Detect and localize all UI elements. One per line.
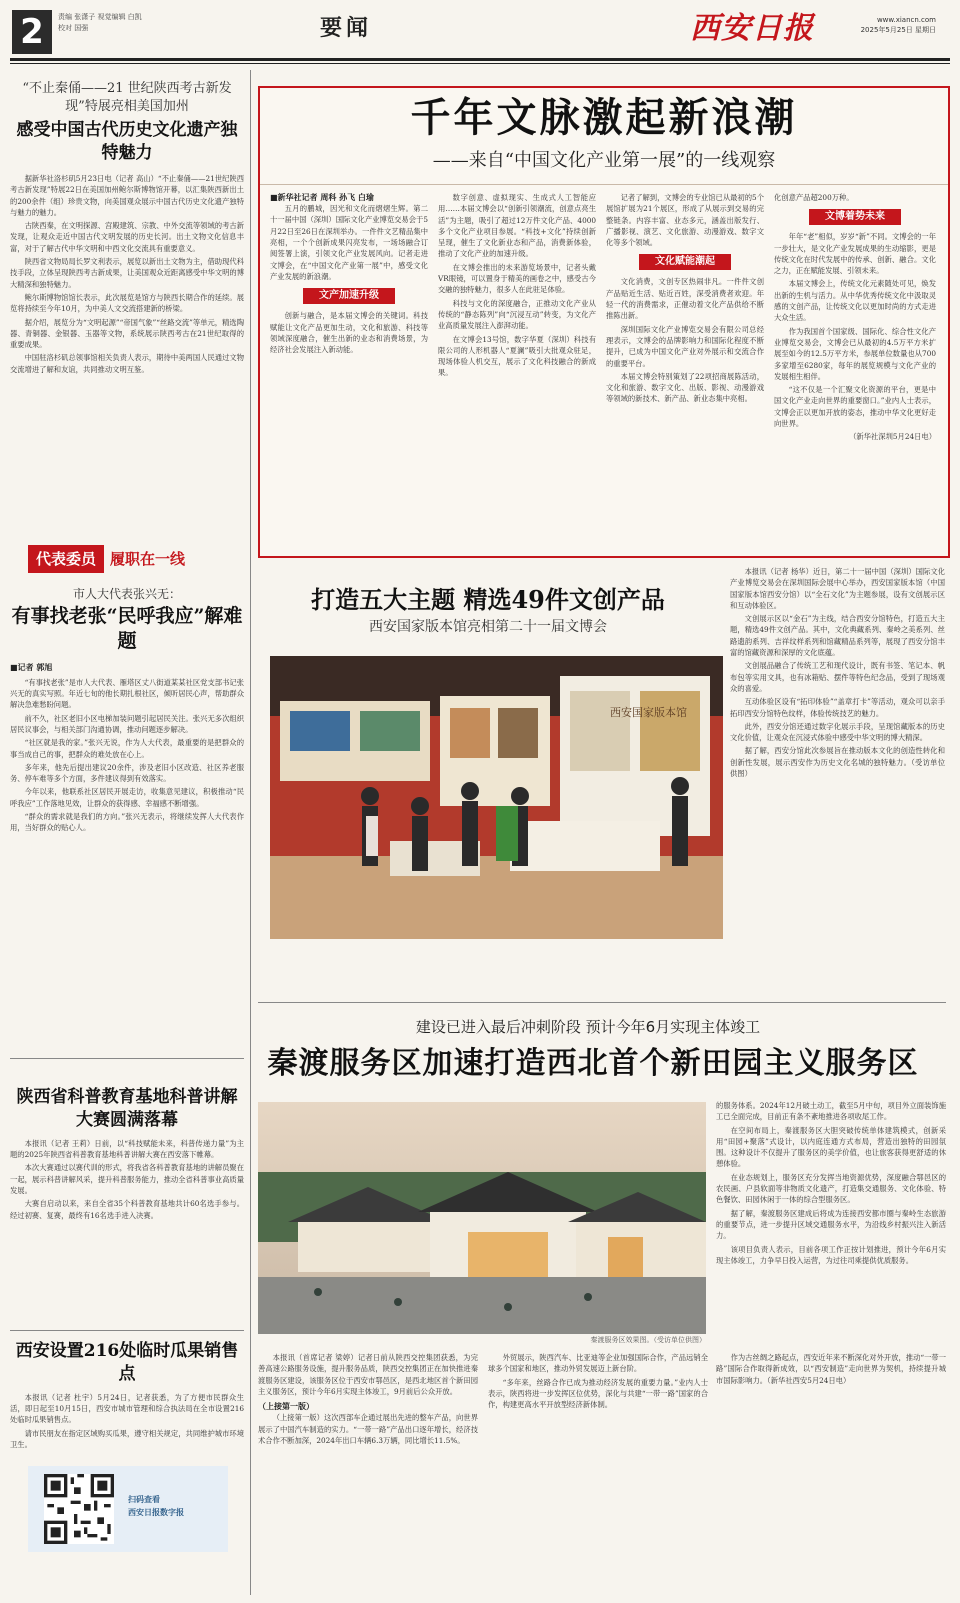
story-paragraph: 本报讯（记者 王莉）日前，以“科技赋能未来，科普传递力量”为主题的2025年陕西省科普教育基地科普讲解大赛在西安落下帷幕。 bbox=[10, 1138, 244, 1160]
story-paragraph: 据介绍，展览分为“文明起源”“帝国气象”“丝路交流”等单元，精选陶器、青铜器、金银器、玉器等文物，系统展示陕西考古在21世纪取得的重要成果。 bbox=[10, 317, 244, 350]
expo-paragraph: 文创展品融合了传统工艺和现代设计，既有书签、笔记本、帆布包等实用文具，也有冰箱贴、摆件等特色纪念品，受到了现场观众的喜爱。 bbox=[730, 661, 945, 693]
expo-booth-illustration bbox=[270, 656, 723, 939]
story-paragraph: 鲍尔斯博物馆馆长表示，此次展览是馆方与陕西长期合作的延续。展览将持续至今年10月，为中美人文交流搭建新的桥梁。 bbox=[10, 292, 244, 314]
service-area-body-3 bbox=[716, 1352, 946, 1592]
expo-paragraph: 据了解，西安分馆此次参展旨在推动版本文化的创造性转化和创新性发展，展示西安作为历史文化名城的独特魅力。（受访单位供图） bbox=[730, 746, 945, 779]
section-divider bbox=[258, 1002, 946, 1003]
service-paragraph: “多年来，丝路合作已成为推动经济发展的重要力量。”业内人士表示，陕西将进一步发挥区位优势，深化与共建“一带一路”国家的合作，构建更高水平开放型经济新体制。 bbox=[488, 1377, 708, 1410]
main-paragraph: 创新与融合，是本届文博会的关键词。科技赋能让文化产品更加生动，文化和旅游、科技等领域深度融合，催生出新的业态和消费场景，为经济社会发展注入新动能。 bbox=[270, 311, 428, 355]
story-kicker: “不止秦俑——21 世纪陕西考古新发现”特展亮相美国加州 bbox=[22, 81, 232, 114]
story-body bbox=[10, 1392, 244, 1458]
expo-paragraph: 本报讯（记者 杨华）近日，第二十一届中国（深圳）国际文化产业博览交易会在深圳国际会展中心举办，西安国家版本馆（中国国家版本馆西安分馆）以“全石文化”为主题参展，设有文创展示区和互动体验区。 bbox=[730, 567, 945, 610]
service-paragraph: 在业态规划上，服务区充分发挥当地资源优势，深度融合鄠邑区的农民画、户县软面等非物质文化遗产，打造集交通服务、文化体验、特色餐饮、田园休闲于一体的综合型服务区。 bbox=[716, 1172, 946, 1205]
main-column-4 bbox=[774, 192, 936, 547]
story-paragraph: “社区就是我的家。”张兴无说，作为人大代表，最重要的是把群众的事当成自己的事，把群众的难处放在心上。 bbox=[10, 738, 244, 759]
site-url[interactable]: www.xiancn.com bbox=[876, 16, 936, 24]
story-paragraph: 本报讯（记者 杜宇）5月24日，记者获悉，为了方便市民群众生活，即日起至10月15日，西安市城市管理和综合执法局在全市设置216处临时瓜果销售点。 bbox=[10, 1392, 244, 1425]
service-paragraph: 作为古丝绸之路起点，西安近年来不断深化对外开放，推动“一带一路”国际合作取得新成效，以“西安制造”走向世界为契机，持续提升城市国际影响力。（新华社西安5月24日电） bbox=[716, 1353, 946, 1385]
story-paragraph: 多年来，他先后提出建议20余件，涉及老旧小区改造、社区养老服务、停车难等多个方面，多件建议得到有效落实。 bbox=[10, 762, 244, 784]
story-paragraph: 请市民朋友在指定区域购买瓜果，遵守相关规定，共同维护城市环境卫生。 bbox=[10, 1428, 244, 1450]
banner-text: 履职在一线 bbox=[110, 550, 186, 568]
story-byline: ■记者 郭旭 bbox=[10, 662, 53, 672]
story-paragraph: 大赛自启动以来，来自全省35个科普教育基地共计60名选手参与。经过初赛、复赛，最终有16名选手进入决赛。 bbox=[10, 1199, 244, 1220]
subhead-future: 文博着势未来 bbox=[809, 209, 901, 225]
main-subtitle: ——来自“中国文化产业第一展”的一线观察 bbox=[432, 150, 776, 171]
qr-code-icon[interactable] bbox=[44, 1474, 114, 1544]
main-paragraph: 科技与文化的深度融合，正推动文化产业从传统的“静态陈列”向“沉浸互动”转变，为文化产业高质量发展注入澎湃动能。 bbox=[438, 298, 596, 331]
story-body bbox=[10, 1138, 244, 1314]
service-area-caption: 秦渡服务区效果图。（受访单位供图） bbox=[590, 1336, 706, 1344]
main-paragraph: 五月的鹏城，因光和文化而熠熠生辉。第二十一届中国（深圳）国际文化产业博览交易会于5月22日至26日在深圳举办。一件件文艺精品集中亮相，一个个创新成果闪亮发布，一场场融合订阅签署上演，引领文化产业发展风向。记者走进文博会，在“中国文化产业第一展”中，感受文化产业发展的新浪潮。 bbox=[270, 204, 428, 281]
main-paragraph: 记者了解到，文博会的专业馆已从最初的5个展馆扩展为21个展区，形成了从展示到交易的完整链条。内容丰富、业态多元，涵盖出版发行、广播影视、演艺、文化旅游、动漫游戏、数字文化等多个领域。 bbox=[606, 193, 764, 248]
story-headline: 陕西省科普教育基地科普讲解大赛圆满落幕 bbox=[16, 1087, 238, 1130]
service-area-rendering bbox=[258, 1102, 706, 1334]
expo-paragraph: 此外，西安分馆还通过数字化展示手段，呈现馆藏版本的历史文化价值，让观众在沉浸式体验中感受中华文明的博大精深。 bbox=[730, 721, 945, 743]
main-column-3 bbox=[606, 192, 764, 547]
newspaper-logo: 西安日报 bbox=[690, 11, 814, 46]
expo-story-headline: 打造五大主题 精选49件文创产品 bbox=[311, 585, 665, 614]
booth-sign-text: 西安国家版本馆 bbox=[610, 706, 687, 719]
service-paragraph: 该项目负责人表示，目前各项工作正按计划推进，预计今年6月实现主体竣工，力争早日投入运营，为过往司乘提供优质服务。 bbox=[716, 1244, 946, 1265]
main-paragraph: 本届文博会特别策划了22项招商展陈活动，文化和旅游、数字文化、出版、影视、动漫游戏等领域的新技术、新产品、新业态集中亮相。 bbox=[606, 371, 764, 404]
story-paragraph: 本次大赛通过以赛代训的形式，将我省各科普教育基地的讲解员聚在一起，展示科普讲解风采，提升科普服务能力，推动全省科普事业高质量发展。 bbox=[10, 1163, 244, 1196]
main-column-2 bbox=[438, 192, 596, 547]
story-headline: 有事找老张“民呼我应”解难题 bbox=[11, 605, 243, 652]
main-paragraph: 数字创意、虚拟现实、生成式人工智能应用……本届文博会以“创新引领潮流，创意点亮生活”为主题，吸引了超过12万件文化产品、4000多个文化产业项目参展。“科技+文化”持续创新呈现，催生了文化新业态和产品，消费新体验，推动了文化产业的加速升级。 bbox=[438, 193, 596, 259]
banner-box-label: 代表委员 bbox=[28, 545, 104, 573]
service-area-kicker: 建设已进入最后冲刺阶段 预计今年6月实现主体竣工 bbox=[415, 1018, 761, 1036]
qr-code-box bbox=[28, 1466, 228, 1552]
main-paragraph: 作为我国首个国家级、国际化、综合性文化产业博览交易会，文博会已从最初的4.5万平方米扩展至如今的12.5万平方米，参展单位数量也从700多家增至6280家，每年的展览规模与文化产业的发展相生相伴。 bbox=[774, 326, 936, 381]
main-dateline: （新华社深圳5月24日电） bbox=[849, 432, 936, 442]
story-paragraph: 据新华社洛杉矶5月23日电（记者 高山）“不止秦俑——21世纪陕西考古新发现”特展22日在美国加州鲍尔斯博物馆开幕，以汇集陕西新出土的200余件（组）珍贵文物，向美国观众展示中国古代历史文化遗产独特与魅力的魅力。 bbox=[10, 173, 244, 217]
left-story-science bbox=[10, 1086, 244, 1314]
service-paragraph: （上接第一版）这次西部车企通过展出先进的整车产品，向世界展示了中国汽车制造的实力。“一带一路”产品出口逐年增长，经济技术合作不断加深，2024年出口车辆6.3万辆，同比增长11.5%。 bbox=[258, 1413, 478, 1445]
service-paragraph: 据了解，秦渡服务区建成后将成为连接西安都市圈与秦岭生态旅游的重要节点，进一步提升区域交通服务水平，为沿线乡村振兴注入新活力。 bbox=[716, 1208, 946, 1241]
column-divider bbox=[250, 70, 251, 1595]
title-rule bbox=[260, 184, 948, 185]
main-paragraph: “这不仅是一个汇聚文化资源的平台，更是中国文化产业走向世界的重要窗口。”业内人士表示，文博会正以更加开放的姿态，推动中华文化更好走向世界。 bbox=[774, 385, 936, 429]
page-number: 2 bbox=[12, 10, 52, 54]
main-paragraph: 年年“老”相似，岁岁“新”不同。文博会的一年一步壮大，是文化产业发展成果的生动缩影，更是传统文化在时代发展中的传承、创新、融合。文化之力，正在赋能发展、引领未来。 bbox=[774, 232, 936, 276]
delegate-banner bbox=[28, 545, 238, 575]
service-area-body-right bbox=[716, 1100, 946, 1340]
main-byline: ■新华社记者 周科 孙飞 白瑜 bbox=[270, 193, 374, 202]
main-paragraph: 在文博会推出的未来游览场景中，记者头戴VR眼镜，可以置身于精美的画卷之中，感受古今交融的独特魅力，很多人在此驻足体验。 bbox=[438, 262, 596, 295]
masthead-rule-thin bbox=[10, 63, 950, 64]
expo-paragraph: 文创展示区以“金石”为主线，结合西安分馆特色，打造五大主题，精选49件文创产品。其中，文化典藏系列、秦岭之美系列、丝路遗韵系列、吉祥纹样系列和馆藏精品系列等，展现了西安分馆丰富的馆藏资源和深厚的文化底蕴。 bbox=[730, 614, 945, 658]
expo-story-subtitle: 西安国家版本馆亮相第二十一届文博会 bbox=[369, 619, 607, 635]
story-headline: 感受中国古代历史文化遗产独特魅力 bbox=[16, 120, 238, 164]
masthead-rule bbox=[10, 58, 950, 61]
left-story-delegate bbox=[10, 586, 244, 1027]
service-paragraph: 在空间布局上，秦渡服务区大胆突破传统单体建筑模式，创新采用“田园+聚落”式设计，以内庭连通方式布局，营造出独特的田园氛围。这种设计不仅提升了服务区的美学价值，也让旅客获得更舒适的休憩体验。 bbox=[716, 1125, 946, 1169]
service-area-body-2 bbox=[488, 1352, 708, 1592]
main-paragraph: 文化消费，文创专区热闹非凡。一件件文创产品贴近生活、贴近百姓，深受消费者欢迎。年轻一代的消费需求，正催动着文化产品供给不断推陈出新。 bbox=[606, 277, 764, 321]
service-paragraph: 本报讯（首席记者 梁婷）记者日前从陕西交控集团获悉，为完善高速公路服务设施，提升服务品质，陕西交控集团正在加快推进秦渡服务区建设，该服务区位于西安市鄠邑区，是西北地区首个新田园主义服务区，预计今年6月实现主体竣工，9月前后公众开放。 bbox=[258, 1353, 478, 1396]
service-area-illustration bbox=[258, 1102, 706, 1334]
story-paragraph: 前不久，社区老旧小区电梯加装问题引起居民关注。张兴无多次组织居民议事会，与相关部门沟通协调，推动问题逐步解决。 bbox=[10, 713, 244, 734]
service-area-body-1 bbox=[258, 1352, 478, 1592]
main-story-box bbox=[258, 86, 950, 558]
main-paragraph: 深圳国际文化产业博览交易会有限公司总经理表示，文博会的品牌影响力和国际化程度不断提升，已成为中国文化产业对外展示和交流合作的重要平台。 bbox=[606, 324, 764, 368]
story-paragraph: 中国驻洛杉矶总领事馆相关负责人表示，期待中美两国人民通过文物交流增进了解和友谊，共同推动文明互鉴。 bbox=[10, 353, 244, 374]
main-paragraph: 化创意产品超200万种。 bbox=[774, 193, 854, 202]
issue-date: 2025年5月25日 星期日 bbox=[860, 25, 936, 34]
editors-line-1: 责编 张潇子 视觉编辑 白凯 bbox=[58, 13, 142, 21]
main-paragraph: 本届文博会上，传统文化元素随处可见，焕发出新的生机与活力。从中华优秀传统文化中汲取灵感的文创产品，让传统文化以更加时尚的方式走进大众生活。 bbox=[774, 279, 936, 323]
main-column-1 bbox=[270, 192, 428, 547]
story-body bbox=[10, 677, 244, 1027]
masthead-info bbox=[826, 16, 936, 36]
story-paragraph: “有事找老张”是市人大代表、雁塔区丈八街道某某社区党支部书记张兴无的真实写照。年近七旬的他长期扎根社区，倾听居民心声，帮助群众解决急难愁盼问题。 bbox=[10, 677, 244, 710]
qr-caption: 扫码查看 西安日报数字报 bbox=[128, 1495, 184, 1517]
story-paragraph: 今年以来，他联系社区居民开展走访，收集意见建议，积极推动“民呼我应”工作落地见效，让群众的获得感、幸福感不断增强。 bbox=[10, 787, 244, 808]
section-title: 要闻 bbox=[320, 16, 373, 41]
expo-story-body bbox=[730, 566, 945, 956]
story-paragraph: 古陕西秦，在文明探源、宫殿建筑、宗教、中外交流等领域的考古新发现，让观众走近中国古代文明发展的历史长河。出土文物文化信息丰富，对于了解古代中华文明和中西文化交流具有重要意义。 bbox=[10, 221, 244, 253]
section-divider bbox=[10, 1058, 244, 1059]
left-story-exhibition bbox=[10, 80, 244, 505]
service-area-headline: 秦渡服务区加速打造西北首个新田园主义服务区 bbox=[267, 1046, 919, 1081]
story-paragraph: 陕西省文物局局长罗文利表示，展览以新出土文物为主，借助现代科技手段，立体呈现陕西考古新成果，让美国观众近距离感受中华文明的博大精深和独特魅力。 bbox=[10, 257, 244, 289]
left-story-fruit bbox=[10, 1340, 244, 1458]
service-paragraph: 外贸展示，陕西汽车、比亚迪等企业加强国际合作，产品远销全球多个国家和地区，推动外贸发展迈上新台阶。 bbox=[488, 1353, 708, 1374]
editors-line-2: 校对 国强 bbox=[58, 23, 89, 32]
subhead-culture-upgrade: 文产加速升级 bbox=[303, 288, 395, 304]
main-headline: 千年文脉激起新浪潮 bbox=[410, 94, 798, 141]
story-headline: 西安设置216处临时瓜果销售点 bbox=[15, 1341, 239, 1384]
story-kicker: 市人大代表张兴无： bbox=[72, 587, 181, 601]
story-paragraph: “群众的需求就是我们的方向。”张兴无表示，将继续发挥人大代表作用，当好群众的贴心人。 bbox=[10, 812, 244, 833]
editors-credit bbox=[58, 12, 198, 33]
story-body bbox=[10, 173, 244, 505]
expo-paragraph: 互动体验区设有“拓印体验”“盖章打卡”等活动，观众可以亲手拓印西安分馆特色纹样，体验传统技艺的魅力。 bbox=[730, 697, 945, 718]
expo-booth-photo bbox=[270, 656, 723, 939]
continued-header: （上接第一版） bbox=[258, 1402, 314, 1412]
main-paragraph: 在文博会13号馆，数字华夏（深圳）科技有限公司的人形机器人“夏澜”吸引大批观众驻足，现场体验人机交互，展示了文化科技融合的新成果。 bbox=[438, 334, 596, 378]
service-paragraph: 的服务体系。2024年12月破土动工，截至5月中旬，项目外立面装饰施工已全面完成，目前正有条不紊地推进各项收尾工作。 bbox=[716, 1101, 946, 1122]
section-divider bbox=[10, 1330, 244, 1331]
subhead-culture-empower: 文化赋能潮起 bbox=[639, 254, 731, 270]
